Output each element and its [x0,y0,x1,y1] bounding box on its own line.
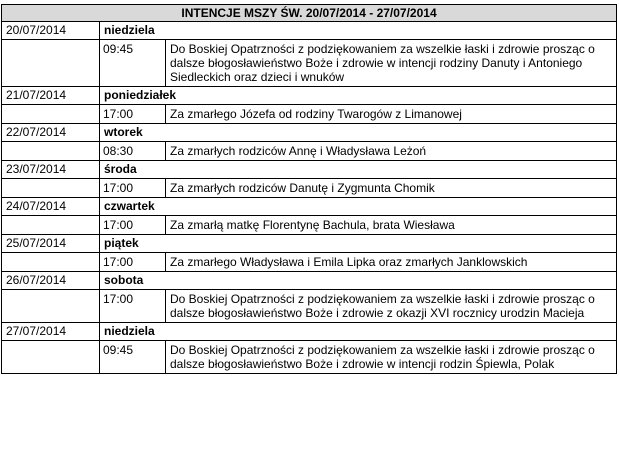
day-header-row [2,198,617,216]
day-header-row [2,22,617,40]
mass-intention: Za zmarłych rodziców Annę i Władysława Leżoń [166,142,617,161]
day-date: 27/07/2014 [2,323,100,341]
day-name: sobota [100,272,617,290]
empty-date-cell [2,142,100,161]
day-name: niedziela [100,323,617,341]
mass-intention: Za zmarłą matkę Florentynę Bachula, brata Wiesława [166,216,617,235]
empty-date-cell [2,341,100,374]
empty-date-cell [2,40,100,87]
mass-intention: Za zmarłych rodziców Danutę i Zygmunta Chomik [166,179,617,198]
mass-time: 09:45 [100,341,166,374]
mass-time: 17:00 [100,179,166,198]
mass-row [2,216,617,235]
mass-row [2,179,617,198]
mass-time: 08:30 [100,142,166,161]
title-row [2,5,617,22]
table-title: INTENCJE MSZY ŚW. 20/07/2014 - 27/07/2014 [2,5,617,22]
mass-time: 17:00 [100,253,166,272]
mass-row [2,253,617,272]
day-date: 23/07/2014 [2,161,100,179]
day-name: niedziela [100,22,617,40]
day-date: 24/07/2014 [2,198,100,216]
mass-intentions-table [1,4,617,374]
mass-row [2,105,617,124]
mass-intention: Za zmarłego Władysława i Emila Lipka oraz zmarłych Janklowskich [166,253,617,272]
day-name: piątek [100,235,617,253]
day-date: 20/07/2014 [2,22,100,40]
empty-date-cell [2,105,100,124]
mass-time: 17:00 [100,290,166,323]
day-header-row [2,272,617,290]
day-name: poniedziałek [100,87,617,105]
empty-date-cell [2,179,100,198]
empty-date-cell [2,290,100,323]
mass-intention: Za zmarłego Józefa od rodziny Twarogów z Limanowej [166,105,617,124]
mass-intention: Do Boskiej Opatrzności z podziękowaniem za wszelkie łaski i zdrowie prosząc o dalsze błogosławieństwo Boże i zdrowie w intencji rodziny Danuty i Antoniego Siedleckich oraz dzieci i wnuków [166,40,617,87]
mass-row [2,142,617,161]
day-date: 25/07/2014 [2,235,100,253]
day-header-row [2,323,617,341]
day-name: wtorek [100,124,617,142]
mass-row [2,40,617,87]
day-name: środa [100,161,617,179]
mass-row [2,341,617,374]
day-header-row [2,161,617,179]
mass-time: 17:00 [100,216,166,235]
mass-time: 09:45 [100,40,166,87]
day-date: 21/07/2014 [2,87,100,105]
mass-row [2,290,617,323]
day-header-row [2,124,617,142]
day-date: 22/07/2014 [2,124,100,142]
day-name: czwartek [100,198,617,216]
mass-intention: Do Boskiej Opatrzności z podziękowaniem za wszelkie łaski i zdrowie prosząc o dalsze błogosławieństwo Boże i zdrowie z okazji XVI rocznicy urodzin Macieja [166,290,617,323]
mass-time: 17:00 [100,105,166,124]
empty-date-cell [2,216,100,235]
day-header-row [2,235,617,253]
day-header-row [2,87,617,105]
mass-intention: Do Boskiej Opatrzności z podziękowaniem za wszelkie łaski i zdrowie prosząc o dalsze błogosławieństwo Boże i zdrowie w intencji rodzin Śpiewla, Polak [166,341,617,374]
day-date: 26/07/2014 [2,272,100,290]
empty-date-cell [2,253,100,272]
